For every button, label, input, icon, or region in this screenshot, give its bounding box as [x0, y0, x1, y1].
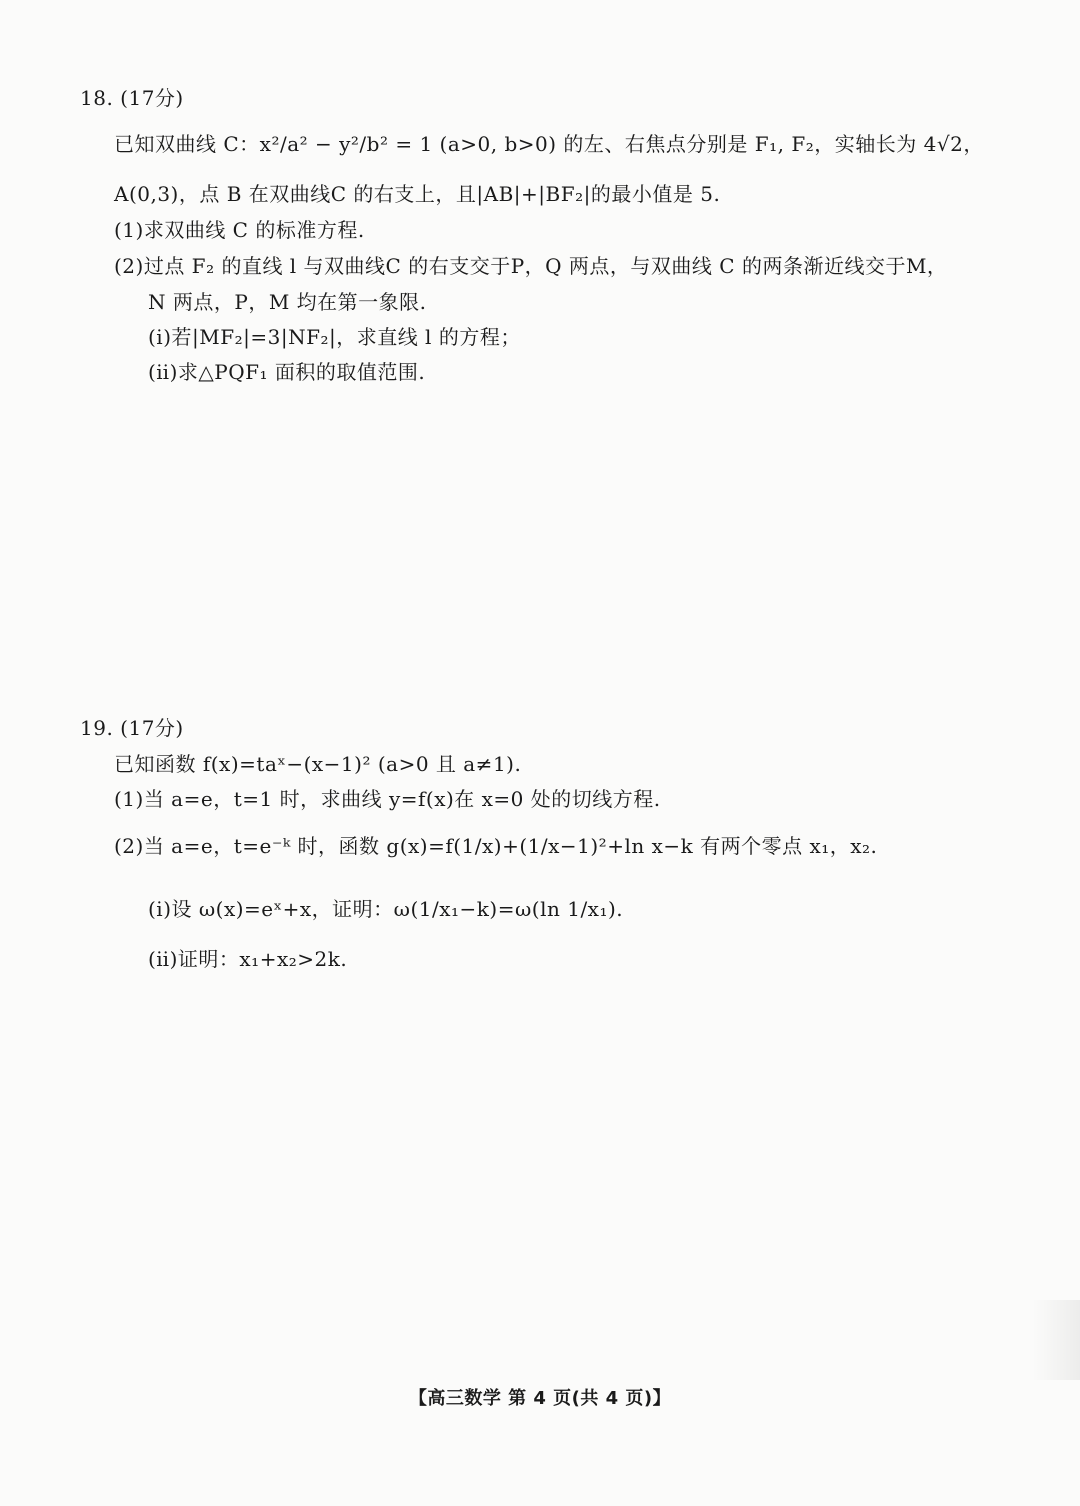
q18-sub-ii: (ⅱ)求△PQF₁ 面积的取值范围.: [148, 360, 426, 384]
q18-part2-line1: (2)过点 F₂ 的直线 l 与双曲线C 的右支交于P，Q 两点，与双曲线 C 的两条渐近线交于M，: [114, 254, 948, 278]
q18-part2-line2: N 两点，P，M 均在第一象限.: [148, 290, 427, 314]
page-footer: 【高三数学 第 4 页(共 4 页)】: [408, 1388, 672, 1409]
page-edge-shadow: [1032, 1300, 1080, 1380]
q19-header: 19. (17分): [80, 716, 184, 740]
q19-part2: (2)当 a=e，t=e⁻ᵏ 时，函数 g(x)=f(1/x)+(1/x−1)²+ln x−k 有两个零点 x₁，x₂.: [114, 834, 878, 858]
q19-part1: (1)当 a=e，t=1 时，求曲线 y=f(x)在 x=0 处的切线方程.: [114, 787, 661, 811]
q19-sub-ii: (ⅱ)证明：x₁+x₂>2k.: [148, 947, 348, 971]
q19-sub-i: (ⅰ)设 ω(x)=eˣ+x，证明：ω(1/x₁−k)=ω(ln 1/x₁).: [148, 897, 624, 921]
q18-sub-i: (ⅰ)若|MF₂|=3|NF₂|，求直线 l 的方程；: [148, 325, 521, 349]
q18-part1: (1)求双曲线 C 的标准方程.: [114, 218, 365, 242]
q18-line1: 已知双曲线 C：x²/a² − y²/b² = 1 (a>0, b>0) 的左、右焦点分别是 F₁, F₂，实轴长为 4√2，: [114, 132, 984, 156]
q18-header: 18. (17分): [80, 86, 184, 110]
q19-line1: 已知函数 f(x)=taˣ−(x−1)² (a>0 且 a≠1).: [114, 752, 522, 776]
q18-line2: A(0,3)，点 B 在双曲线C 的右支上，且|AB|+|BF₂|的最小值是 5.: [114, 182, 721, 206]
